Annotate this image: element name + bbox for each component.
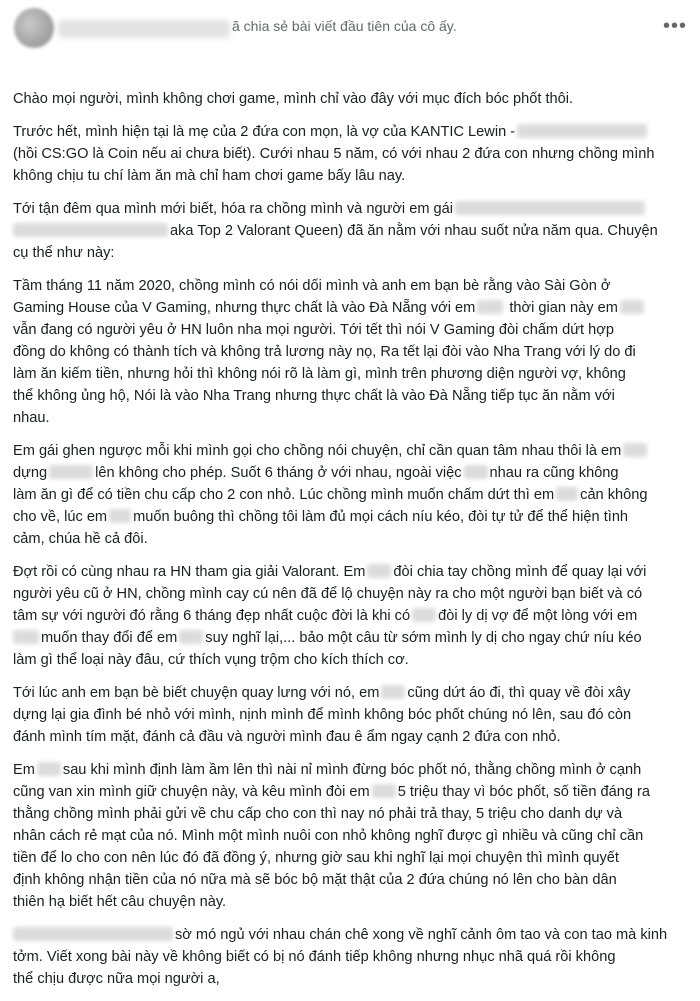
post-body: [13, 88, 697, 1001]
text-fragment: Đợt rồi có cùng nhau ra HN tham gia giải Valorant. Em: [13, 564, 366, 580]
text-fragment: Gaming House của V Gaming, nhưng thực chất là vào Đà Nẵng với em: [13, 300, 476, 316]
text-line: thằng chồng mình phải gửi về chu cấp cho con thì nay nó phải trả thay, 5 triệu cho danh dự và: [13, 806, 623, 822]
text-fragment: Tới tận đêm qua mình mới biết, hóa ra chồng mình và người em gái: [13, 201, 454, 217]
text-fragment: đòi ly dị vợ để một lòng với em: [438, 608, 638, 624]
text-fragment: 5 triệu thay vì bóc phốt, số tiền đáng ra: [397, 784, 651, 800]
text-line: không chịu tu chí làm ăn mà chỉ ham chơi game bấy lâu nay.: [13, 168, 406, 184]
redacted-text: [13, 927, 173, 941]
text-line: [13, 605, 697, 627]
text-fragment: Em: [13, 762, 35, 778]
post-paragraph: [13, 275, 697, 429]
text-line: [13, 198, 697, 220]
redacted-text: [372, 784, 396, 798]
avatar[interactable]: [14, 8, 54, 48]
text-line: dựng lại gia đình bé nhỏ với mình, nịnh mình để mình không bóc phốt chúng nó lên, sau đó còn: [13, 707, 632, 723]
text-fragment: nhau ra cũng không: [489, 465, 619, 481]
text-line: (hồi CS:GO là Coin nếu ai chưa biết). Cưới nhau 5 năm, có với nhau 2 đứa con nhưng chồng mình: [13, 146, 655, 162]
text-line: định không nhận tiền của nó nữa mà sẽ bóc bộ mặt thật của 2 đứa chúng nó lên cho bàn dân: [13, 872, 617, 888]
text-fragment: làm ăn gì để có tiền chu cấp cho 2 con nhỏ. Lúc chồng mình muốn chấm dứt thì em: [13, 487, 555, 503]
author-name-redacted[interactable]: [58, 20, 230, 38]
text-line: tởm. Viết xong bài này về không biết có bị nó đánh tiếp không nhưng nhục nhã quá rồi không: [13, 949, 616, 965]
text-line: [13, 484, 697, 506]
text-fragment: suy nghĩ lại,... bảo một câu từ sớm mình ly dị cho ngay chứ níu kéo: [205, 630, 642, 646]
text-line: người yêu cũ ở HN, chồng mình cay cú nên đã để lộ chuyện này ra cho một người bạn biết và có: [13, 586, 643, 602]
redacted-text: [49, 465, 93, 479]
more-horizontal-icon[interactable]: •••: [662, 14, 687, 37]
post-paragraph: [13, 759, 697, 913]
text-fragment: muốn buông thì chồng tôi làm đủ mọi cách níu kéo, đòi tự tử để thể hiện tình: [133, 509, 629, 525]
text-fragment: lên không cho phép. Suốt 6 tháng ở với nhau, ngoài việc: [95, 465, 462, 481]
text-fragment: thời gian này em: [509, 300, 618, 316]
text-line: [13, 220, 697, 242]
redacted-text: [623, 443, 647, 457]
text-line: làm ăn kiếm tiền, nhưng hỏi thì không nói rõ là làm gì, mình trên phương diện người vợ, không: [13, 366, 626, 382]
post-paragraph: [13, 561, 697, 671]
text-fragment: aka Top 2 Valorant Queen) đã ăn nằm với nhau suốt nửa năm qua. Chuyện: [170, 223, 658, 239]
text-fragment: cũng van xin mình giữ chuyện này, và kêu mình đòi em: [13, 784, 370, 800]
text-line: [13, 440, 697, 462]
redacted-text: [381, 685, 405, 699]
text-fragment: Trước hết, mình hiện tại là mẹ của 2 đứa con mọn, là vợ của KANTIC Lewin -: [13, 124, 516, 140]
text-line: [13, 506, 697, 528]
redacted-text: [477, 300, 503, 314]
redacted-text: [109, 509, 131, 523]
text-line: cụ thể như này:: [13, 245, 115, 261]
post-paragraph: [13, 121, 697, 187]
text-line: làm gì thể loại này đâu, cứ thích vụng trộm cho kích thích cơ.: [13, 652, 409, 668]
text-line: nhau.: [13, 410, 50, 426]
text-line: [13, 121, 697, 143]
text-line: đồng do không có thành tích và không trả lương này nọ, Ra tết lại đòi vào Nha Trang với lý do đi: [13, 344, 636, 360]
post-header: [0, 0, 700, 70]
text-line: Chào mọi người, mình không chơi game, mình chỉ vào đây với mục đích bóc phốt thôi.: [13, 91, 574, 107]
text-fragment: Tới lúc anh em bạn bè biết chuyện quay lưng với nó, em: [13, 685, 380, 701]
text-fragment: tâm sự với người đó rằng 6 tháng đẹp nhất cuộc đời là khi có: [13, 608, 411, 624]
post-paragraph: [13, 88, 697, 110]
redacted-text: [179, 630, 203, 644]
text-line: [13, 561, 697, 583]
text-line: tiền để lo cho con nên lúc đó đã đồng ý, nhưng giờ sau khi nghĩ lại mọi chuyện thì mình quyết: [13, 850, 619, 866]
redacted-text: [367, 564, 391, 578]
redacted-text: [620, 300, 644, 314]
text-fragment: cản không: [580, 487, 648, 503]
text-line: cảm, chúa hề cả đôi.: [13, 531, 148, 547]
text-fragment: dựng: [13, 465, 48, 481]
post-header-text: ã chia sẻ bài viết đầu tiên của cô ấy.: [232, 18, 457, 34]
text-fragment: sau khi mình định làm ầm lên thì nài nỉ mình đừng bóc phốt nó, thằng chồng mình ở cạnh: [62, 762, 642, 778]
redacted-text: [13, 223, 168, 237]
text-fragment: cũng dứt áo đi, thì quay về đòi xây: [407, 685, 631, 701]
redacted-text: [464, 465, 488, 479]
post-paragraph: [13, 198, 697, 264]
text-line: [13, 682, 697, 704]
text-fragment: đòi chia tay chồng mình để quay lại với: [393, 564, 647, 580]
redacted-text: [412, 608, 436, 622]
text-line: Tầm tháng 11 năm 2020, chồng mình có nói dối mình và anh em bạn bè rằng vào Sài Gòn ở: [13, 278, 611, 294]
text-line: nhân cách rẻ mạt của nó. Mình một mình nuôi con nhỏ không nghĩ được gì nhiều và cũng chỉ cần: [13, 828, 644, 844]
redacted-text: [455, 201, 645, 215]
redacted-text: [37, 762, 61, 776]
text-fragment: sờ mó ngủ với nhau chán chê xong về nghĩ cảnh ôm tao và con tao mà kinh: [175, 927, 668, 943]
text-line: [13, 297, 697, 319]
text-line: [13, 781, 697, 803]
redacted-text: [556, 487, 578, 501]
text-fragment: Em gái ghen ngược mỗi khi mình gọi cho chồng nói chuyện, chỉ cần quan tâm nhau thôi là em: [13, 443, 622, 459]
text-line: [13, 924, 697, 946]
text-line: thiên hạ biết hết câu chuyện này.: [13, 894, 227, 910]
redacted-text: [517, 124, 647, 138]
text-fragment: muốn thay đổi để em: [41, 630, 178, 646]
text-fragment: cho về, lúc em: [13, 509, 108, 525]
text-line: thể chịu được nữa mọi người a,: [13, 971, 220, 987]
text-line: [13, 759, 697, 781]
text-line: thể không ủng hộ, Nói là vào Nha Trang nhưng thực chất là vào Đà Nẵng tiếp tục ăn nằm với: [13, 388, 615, 404]
post-paragraph: [13, 440, 697, 550]
text-line: đánh mình tím mặt, đánh cả đầu và người mình đau ê ẩm ngay cạnh 2 đứa con nhỏ.: [13, 729, 561, 745]
text-line: vẫn đang có người yêu ở HN luôn nha mọi người. Tới tết thì nói V Gaming đòi chấm dứt hợp: [13, 322, 614, 338]
redacted-text: [13, 630, 39, 644]
text-line: [13, 462, 697, 484]
post-paragraph: [13, 682, 697, 748]
post-paragraph: [13, 924, 697, 990]
text-line: [13, 627, 697, 649]
